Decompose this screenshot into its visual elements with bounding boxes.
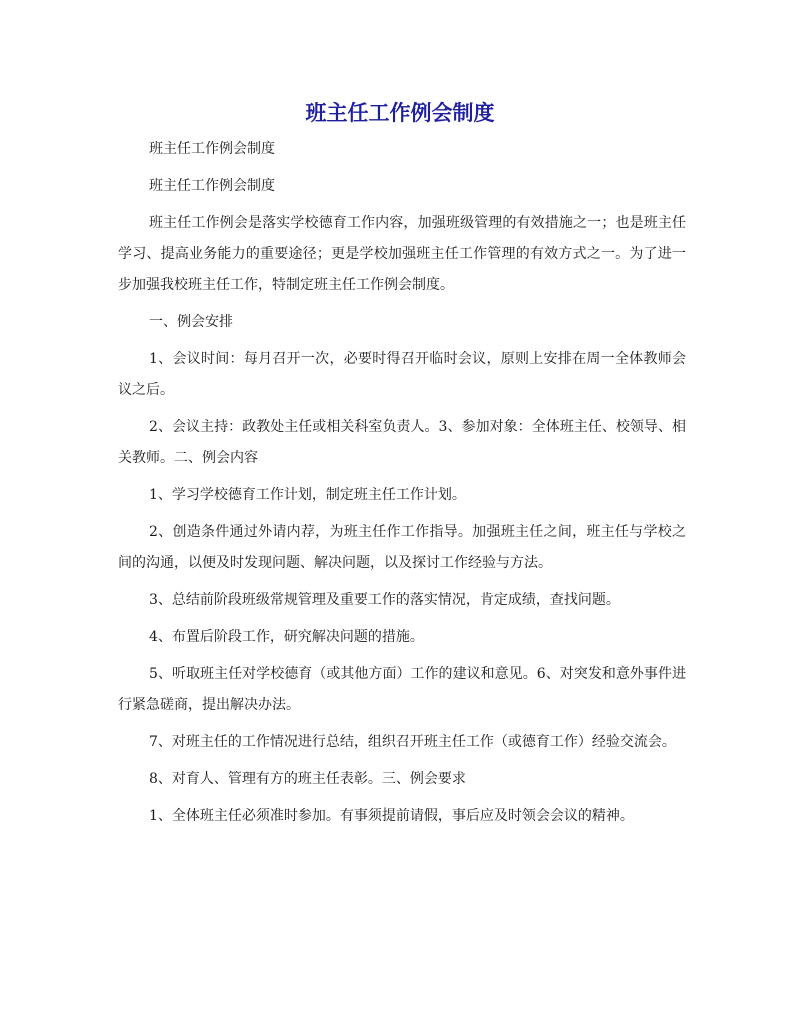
paragraph-content-1: 1、学习学校德育工作计划，制定班主任工作计划。 <box>149 487 466 503</box>
paragraph-requirement-1: 1、全体班主任必须准时参加。有事须提前请假，事后应及时领会会议的精神。 <box>149 808 634 824</box>
paragraph-content-5: 5、听取班主任对学校德育（或其他方面）工作的建议和意见。6、对突发和意外事件进行紧急磋商，提出解决办法。 <box>118 666 686 713</box>
document-body <box>118 134 686 838</box>
paragraph-meeting-host: 2、会议主持：政教处主任或相关科室负责人。3、参加对象：全体班主任、校领导、相关教师。二、例会内容 <box>118 419 686 466</box>
paragraph-subtitle-1: 班主任工作例会制度 <box>149 141 275 157</box>
paragraph-content-4: 4、布置后阶段工作，研究解决问题的措施。 <box>149 629 424 645</box>
paragraph-content-3: 3、总结前阶段班级常规管理及重要工作的落实情况，肯定成绩，查找问题。 <box>149 592 620 608</box>
document-title: 班主任工作例会制度 <box>305 101 495 125</box>
paragraph-content-2: 2、创造条件通过外请内荐，为班主任作工作指导。加强班主任之间，班主任与学校之间的沟通，以便及时发现问题、解决问题，以及探讨工作经验与方法。 <box>118 524 686 571</box>
paragraph-meeting-time: 1、会议时间：每月召开一次，必要时得召开临时会议，原则上安排在周一全体教师会议之后。 <box>118 351 686 398</box>
paragraph-content-7: 7、对班主任的工作情况进行总结，组织召开班主任工作（或德育工作）经验交流会。 <box>149 734 676 750</box>
paragraph-subtitle-2: 班主任工作例会制度 <box>149 178 275 194</box>
paragraph-section-1-heading: 一、例会安排 <box>149 314 233 330</box>
paragraph-content-8: 8、对育人、管理有方的班主任表彰。三、例会要求 <box>149 771 466 787</box>
paragraph-intro: 班主任工作例会是落实学校德育工作内容，加强班级管理的有效措施之一；也是班主任学习、提高业务能力的重要途径；更是学校加强班主任工作管理的有效方式之一。为了进一步加强我校班主任工作，特制定班主任工作例会制度。 <box>118 215 686 293</box>
